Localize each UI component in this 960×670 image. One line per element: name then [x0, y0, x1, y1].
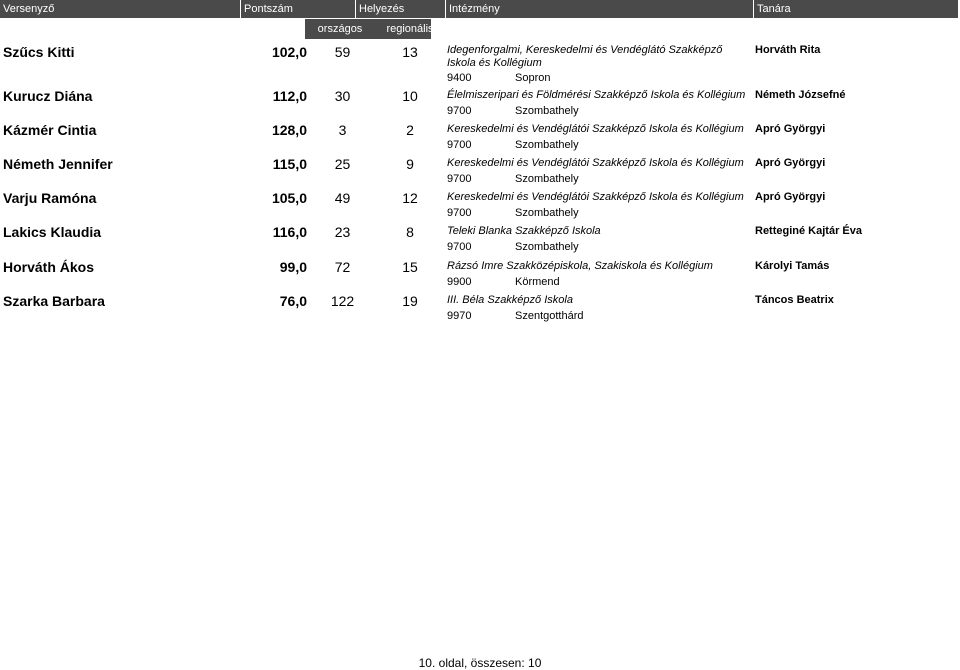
national-rank: 30: [334, 88, 351, 104]
column-header-placement: Helyezés: [355, 0, 445, 18]
city: Szombathely: [515, 105, 579, 117]
regional-rank: 15: [402, 259, 418, 275]
contestant-name: Kázmér Cintia: [3, 122, 97, 138]
institution: Teleki Blanka Szakképző Iskola: [447, 225, 601, 237]
institution: Kereskedelmi és Vendéglátói Szakképző Iskola és Kollégium: [447, 123, 744, 135]
institution: Idegenforgalmi, Kereskedelmi és Vendéglátó Szakképző Iskola és Kollégium: [447, 44, 723, 69]
score: 115,0: [272, 156, 307, 172]
city: Szombathely: [515, 139, 579, 151]
teacher-name: Károlyi Tamás: [755, 260, 830, 272]
city: Sopron: [515, 72, 551, 84]
zip-code: 9700: [447, 241, 472, 253]
contestant-name: Szűcs Kitti: [3, 44, 75, 60]
column-header-teacher: Tanára: [753, 0, 958, 18]
national-rank: 23: [334, 224, 351, 240]
column-header-national: országos: [317, 23, 363, 35]
score: 102,0: [271, 44, 307, 60]
institution: Kereskedelmi és Vendéglátói Szakképző Iskola és Kollégium: [447, 157, 744, 169]
score: 105,0: [271, 190, 307, 206]
teacher-name: Retteginé Kajtár Éva: [755, 225, 862, 237]
institution: Rázsó Imre Szakközépiskola, Szakiskola és Kollégium: [447, 260, 713, 272]
zip-code: 9400: [447, 72, 472, 84]
teacher-name: Apró Györgyi: [755, 157, 826, 169]
regional-rank: 10: [402, 88, 418, 104]
zip-code: 9700: [447, 207, 472, 219]
regional-rank: 8: [406, 224, 414, 240]
page-footer: 10. oldal, összesen: 10: [418, 656, 542, 670]
zip-code: 9900: [447, 276, 472, 288]
table-header: [0, 0, 958, 40]
teacher-name: Németh Józsefné: [755, 89, 846, 101]
teacher-name: Apró Györgyi: [755, 191, 826, 203]
score: 99,0: [279, 259, 307, 275]
contestant-name: Horváth Ákos: [3, 259, 95, 275]
national-rank: 122: [330, 293, 355, 309]
city: Szentgotthárd: [515, 310, 584, 322]
institution: Élelmiszeripari és Földmérési Szakképző Iskola és Kollégium: [447, 89, 746, 101]
zip-code: 9700: [447, 139, 472, 151]
national-rank: 3: [338, 122, 347, 138]
zip-code: 9970: [447, 310, 472, 322]
national-rank: 25: [334, 156, 351, 172]
regional-rank: 19: [402, 293, 418, 309]
score: 76,0: [279, 293, 307, 309]
score: 128,0: [271, 122, 307, 138]
column-header-contestant: Versenyző: [3, 3, 55, 15]
city: Szombathely: [515, 173, 579, 185]
score: 116,0: [272, 224, 307, 240]
institution: Kereskedelmi és Vendéglátói Szakképző Iskola és Kollégium: [447, 191, 744, 203]
institution: III. Béla Szakképző Iskola: [447, 294, 573, 306]
contestant-name: Kurucz Diána: [3, 88, 93, 104]
zip-code: 9700: [447, 173, 472, 185]
teacher-name: Horváth Rita: [755, 44, 821, 56]
national-rank: 59: [334, 44, 351, 60]
city: Szombathely: [515, 241, 579, 253]
regional-rank: 9: [406, 156, 414, 172]
regional-rank: 2: [406, 122, 414, 138]
national-rank: 72: [334, 259, 351, 275]
contestant-name: Németh Jennifer: [3, 156, 113, 172]
contestant-name: Lakics Klaudia: [3, 224, 102, 240]
city: Szombathely: [515, 207, 579, 219]
national-rank: 49: [334, 190, 351, 206]
score: 112,0: [272, 88, 307, 104]
column-header-score: Pontszám: [240, 0, 355, 18]
column-header-regional: regionális: [386, 23, 434, 35]
teacher-name: Táncos Beatrix: [755, 294, 834, 306]
zip-code: 9700: [447, 105, 472, 117]
column-header-institution: Intézmény: [445, 0, 753, 18]
contestant-name: Varju Ramóna: [3, 190, 97, 206]
city: Körmend: [515, 276, 560, 288]
teacher-name: Apró Györgyi: [755, 123, 826, 135]
regional-rank: 12: [402, 190, 418, 206]
regional-rank: 13: [402, 44, 418, 60]
contestant-name: Szarka Barbara: [3, 293, 105, 309]
